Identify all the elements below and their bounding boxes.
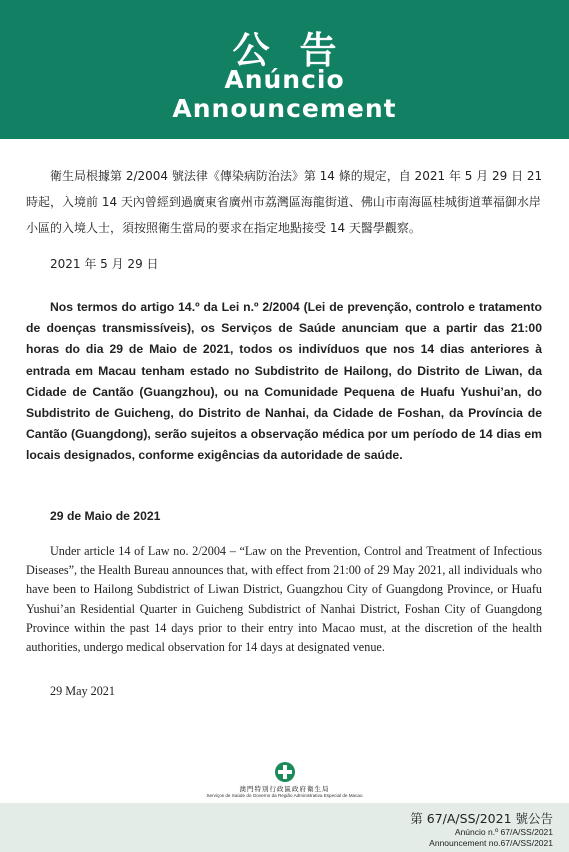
reference-number-chinese: 第 67/A/SS/2021 號公告	[410, 811, 553, 826]
health-bureau-emblem-icon	[274, 761, 296, 783]
english-paragraph: Under article 14 of Law no. 2/2004 – “Law on the Prevention, Control and Treatment of Infectious Diseases”, the Health Bureau announces that, with effect from 21:00 of 29 May 2021, all individuals who have been to Hailong Subdistrict of Liwan District, Guangzhou City of Guangdong Province, or Huafu Yushui’an Residential Quarter in Guicheng Subdistrict of Nanhai District, Foshan City of Guangdong Province within the past 14 days prior to their entry into Macao must, at the discretion of the health authorities, undergo medical observation for 14 days at designated venue.	[26, 544, 542, 655]
health-bureau-logo	[180, 761, 389, 798]
announcement-header	[0, 0, 569, 139]
reference-number-english: Announcement no.67/A/SS/2021	[429, 838, 553, 848]
english-date: 29 May 2021	[50, 684, 115, 698]
logo-name-chinese: 澳門特別行政區政府衛生局	[239, 785, 330, 793]
chinese-paragraph: 衛生局根據第 2/2004 號法律《傳染病防治法》第 14 條的規定，自 2021 年 5 月 29 日 21 時起，入境前 14 天內曾經到過廣東省廣州市荔灣區海龍街道、佛山市南海區桂城街道華福御水岸小區的入境人士，須按照衛生當局的要求在指定地點接受 14 天醫學觀察。	[26, 169, 543, 235]
portuguese-paragraph: Nos termos do artigo 14.º da Lei n.º 2/2004 (Lei de prevenção, controlo e tratamento de doenças transmissíveis), os Serviços de Saúde anunciam que a partir das 21:00 horas do dia 29 de Maio de 2021, todos os indivíduos que nos 14 dias anteriores à entrada em Macau tenham estado no Subdistrito de Hailong, do Distrito de Liwan, da Cidade de Cantão (Guangzhou), ou na Comunidade Pequena de Huafu Yushui’an, do Subdistrito de Guicheng, do Distrito de Nanhai, da Cidade de Foshan, da Província de Cantão (Guangdong), serão sujeitos a observação médica por um período de 14 dias em locais designados, conforme exigências da autoridade de saúde.	[26, 300, 542, 463]
title-portuguese: Anúncio	[224, 65, 345, 94]
chinese-date: 2021 年 5 月 29 日	[50, 257, 159, 271]
announcement-footer	[0, 803, 569, 852]
title-english: Announcement	[172, 94, 397, 123]
portuguese-date: 29 de Maio de 2021	[50, 509, 161, 523]
title-chinese: 公告	[232, 29, 367, 72]
reference-number-portuguese: Anúncio n.º 67/A/SS/2021	[454, 827, 553, 837]
logo-name-portuguese: Serviços de Saúde do Governo da Região Administrativa Especial de Macau	[206, 793, 363, 798]
